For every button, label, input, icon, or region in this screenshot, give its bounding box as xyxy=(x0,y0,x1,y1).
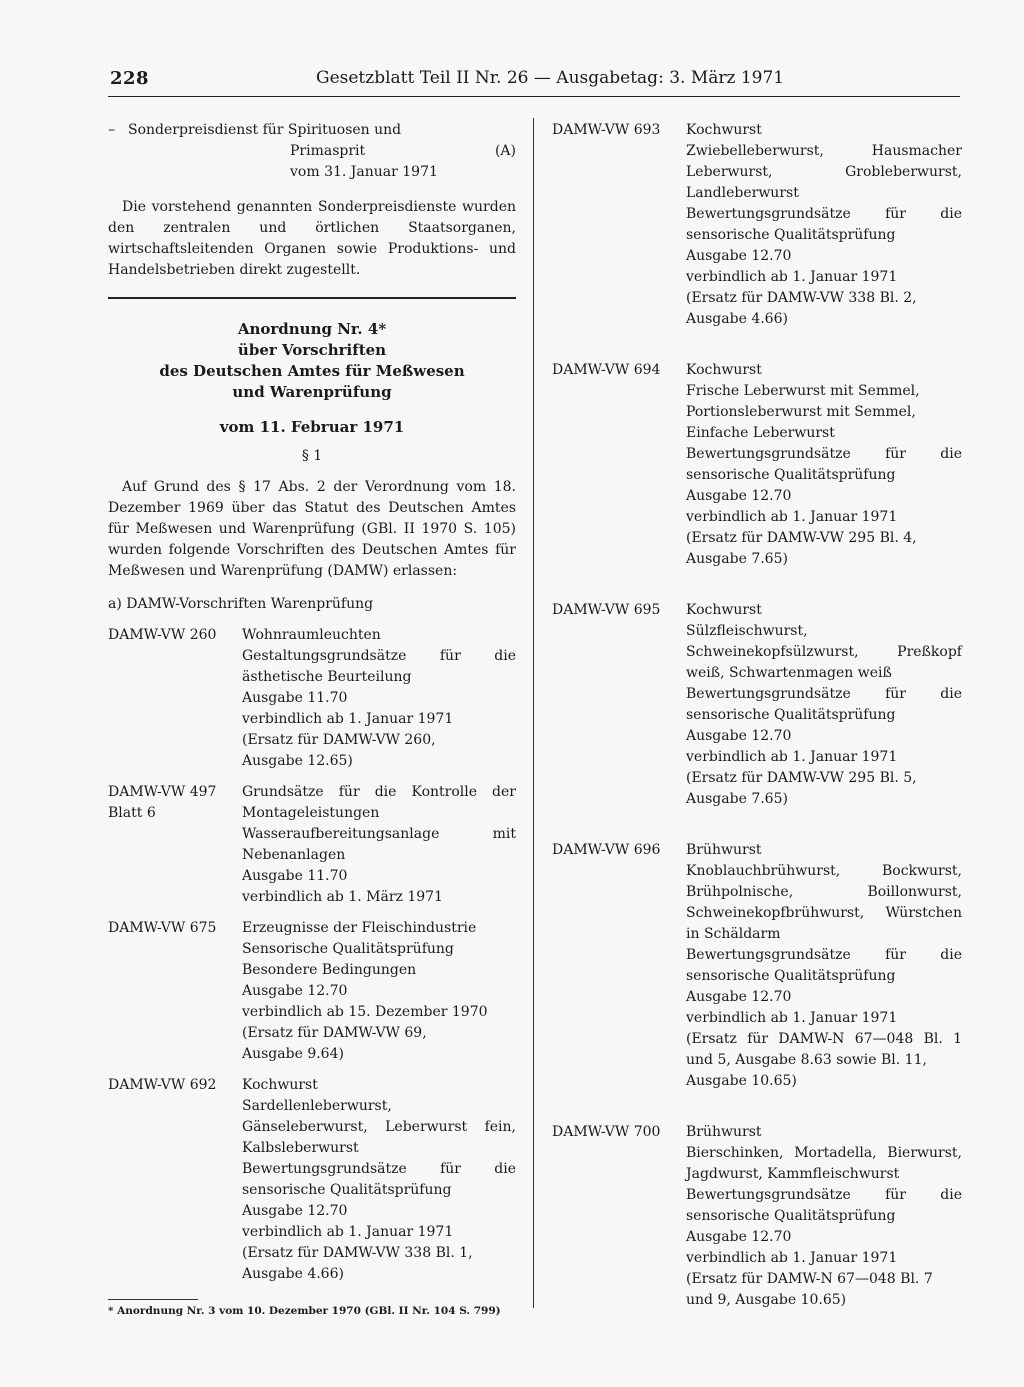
desc-line: Kochwurst xyxy=(242,1077,318,1093)
regulation-description xyxy=(686,840,962,1092)
desc-line: Wohnraumleuchten xyxy=(242,627,381,643)
desc-line: (Ersatz für DAMW-VW 69, xyxy=(242,1025,427,1041)
column-divider xyxy=(533,118,534,1308)
desc-line: Portionsleberwurst mit Semmel, xyxy=(686,404,916,420)
desc-line: Bierschinken, Mortadella, Bierwurst, Jagdwurst, Kammfleischwurst xyxy=(686,1145,962,1182)
desc-line: verbindlich ab 1. Januar 1971 xyxy=(686,269,898,285)
desc-line: Brühwurst xyxy=(686,1124,762,1140)
regulation-code xyxy=(108,1075,242,1285)
desc-line: (Ersatz für DAMW-VW 338 Bl. 2, xyxy=(686,290,917,306)
regulation-code xyxy=(108,918,242,1065)
regulation-description xyxy=(242,1075,516,1285)
regulation-description xyxy=(242,782,516,908)
desc-line: Ausgabe 12.70 xyxy=(242,983,348,999)
desc-line: Bewertungsgrundsätze für die sensorische Qualitätsprüfung xyxy=(686,686,962,723)
desc-line: Einfache Leberwurst xyxy=(686,425,835,441)
desc-line: Kochwurst xyxy=(686,362,762,378)
regulation-description xyxy=(686,120,962,330)
regulation-entry xyxy=(108,918,516,1065)
regulation-code-text: DAMW-VW 700 xyxy=(552,1124,661,1140)
regulation-code xyxy=(108,782,242,908)
dash-item-line3: vom 31. Januar 1971 xyxy=(290,164,438,180)
section-rule xyxy=(108,297,516,299)
title-line-2: über Vorschriften xyxy=(237,341,387,359)
desc-line: verbindlich ab 1. Januar 1971 xyxy=(242,711,454,727)
desc-line: Wasseraufbereitungsanlage mit Nebenanlagen xyxy=(242,826,516,863)
regulation-entry xyxy=(552,360,962,570)
desc-line: Zwiebelleberwurst, Hausmacher Leberwurst, Grobleberwurst, Landleberwurst xyxy=(686,143,962,201)
regulation-code xyxy=(552,840,686,1092)
desc-line: (Ersatz für DAMW-N 67—048 Bl. 7 xyxy=(686,1271,933,1287)
regulation-code xyxy=(552,360,686,570)
desc-line: Ausgabe 7.65) xyxy=(686,551,788,567)
distribution-paragraph: Die vorstehend genannten Sonderpreisdienste wurden den zentralen und örtlichen Staatsorganen, wirtschaftsleitenden Organen sowie Produktions- und Handelsbetrieben direkt zugestellt. xyxy=(108,199,516,278)
desc-line: Ausgabe 4.66) xyxy=(686,311,788,327)
desc-line: Bewertungsgrundsätze für die sensorische Qualitätsprüfung xyxy=(686,1187,962,1224)
desc-line: (Ersatz für DAMW-VW 295 Bl. 4, xyxy=(686,530,917,546)
regulation-entry xyxy=(108,625,516,772)
section-sign: § 1 xyxy=(301,448,323,464)
regulation-code-sheet: Blatt 6 xyxy=(108,805,156,821)
desc-line: Kochwurst xyxy=(686,602,762,618)
regulation-description xyxy=(242,918,516,1065)
dash-item-body xyxy=(128,120,516,183)
header-rule xyxy=(108,96,960,97)
intro-paragraph: Auf Grund des § 17 Abs. 2 der Verordnung vom 18. Dezember 1969 über das Statut des Deutschen Amtes für Meßwesen und Warenprüfung (GBl. II 1970 S. 105) wurden folgende Vorschriften des Deutschen Amtes für Meßwesen und Warenprüfung (DAMW) erlassen: xyxy=(108,479,516,579)
desc-line: Ausgabe 12.70 xyxy=(242,1203,348,1219)
desc-line: Frische Leberwurst mit Semmel, xyxy=(686,383,920,399)
desc-line: Ausgabe 7.65) xyxy=(686,791,788,807)
desc-line: Kochwurst xyxy=(686,122,762,138)
dash-item-line2 xyxy=(128,141,516,162)
desc-line: (Ersatz für DAMW-VW 338 Bl. 1, xyxy=(242,1245,473,1261)
desc-line: (Ersatz für DAMW-VW 295 Bl. 5, xyxy=(686,770,917,786)
regulation-code-text: DAMW-VW 260 xyxy=(108,627,217,643)
regulation-code-text: DAMW-VW 497 xyxy=(108,784,217,800)
footnote: * Anordnung Nr. 3 vom 10. Dezember 1970 (GBl. II Nr. 104 S. 799) xyxy=(108,1305,501,1317)
ordinance-date: vom 11. Februar 1971 xyxy=(219,418,405,436)
desc-line: Erzeugnisse der Fleischindustrie xyxy=(242,920,477,936)
title-line-3: des Deutschen Amtes für Meßwesen xyxy=(159,362,465,380)
regulation-description xyxy=(686,600,962,810)
desc-line: Ausgabe 9.64) xyxy=(242,1046,344,1062)
desc-line: Besondere Bedingungen xyxy=(242,962,417,978)
regulation-description xyxy=(242,625,516,772)
desc-line: Ausgabe 10.65) xyxy=(686,1073,797,1089)
desc-line: Ausgabe 4.66) xyxy=(242,1266,344,1282)
desc-line: Ausgabe 12.65) xyxy=(242,753,353,769)
desc-line: verbindlich ab 1. Januar 1971 xyxy=(686,1010,898,1026)
desc-line: Bewertungsgrundsätze für die sensorische Qualitätsprüfung xyxy=(242,1161,516,1198)
desc-line: Ausgabe 12.70 xyxy=(686,728,792,744)
desc-line: Sardellenleberwurst, Gänseleberwurst, Leberwurst fein, Kalbsleberwurst xyxy=(242,1098,516,1156)
regulation-code-text: DAMW-VW 692 xyxy=(108,1077,217,1093)
regulation-code-text: DAMW-VW 695 xyxy=(552,602,661,618)
desc-line: Ausgabe 11.70 xyxy=(242,690,348,706)
desc-line: Gestaltungsgrundsätze für die ästhetische Beurteilung xyxy=(242,648,516,685)
dash-item-marker: (A) xyxy=(494,143,516,159)
footnote-rule xyxy=(108,1299,198,1300)
regulation-entry xyxy=(108,782,516,908)
desc-line: Bewertungsgrundsätze für die sensorische Qualitätsprüfung xyxy=(686,446,962,483)
regulation-description xyxy=(686,360,962,570)
desc-line: verbindlich ab 1. Januar 1971 xyxy=(686,749,898,765)
desc-line: verbindlich ab 1. März 1971 xyxy=(242,889,443,905)
desc-line: verbindlich ab 1. Januar 1971 xyxy=(686,1250,898,1266)
regulation-code-text: DAMW-VW 693 xyxy=(552,122,661,138)
regulation-code xyxy=(552,120,686,330)
desc-line: Ausgabe 12.70 xyxy=(686,989,792,1005)
desc-line: Sülzfleischwurst, Schweinekopfsülzwurst, Preßkopf weiß, Schwartenmagen weiß xyxy=(686,623,962,681)
desc-line: Ausgabe 12.70 xyxy=(686,248,792,264)
desc-line: (Ersatz für DAMW-VW 260, xyxy=(242,732,436,748)
desc-line: Sensorische Qualitätsprüfung xyxy=(242,941,454,957)
regulation-entry xyxy=(552,1122,962,1311)
desc-line: Ausgabe 12.70 xyxy=(686,1229,792,1245)
title-line-4: und Warenprüfung xyxy=(232,383,392,401)
regulation-code-text: DAMW-VW 675 xyxy=(108,920,217,936)
dash-item-line1: Sonderpreisdienst für Spirituosen und xyxy=(128,122,402,138)
right-column xyxy=(552,120,962,1333)
regulation-entry xyxy=(552,840,962,1092)
regulation-entry xyxy=(552,600,962,810)
regulation-code-text: DAMW-VW 696 xyxy=(552,842,661,858)
desc-line: Knoblauchbrühwurst, Bockwurst, Brühpolnische, Boillonwurst, Schweinekopfbrühwurst, Würstchen in Schäldarm xyxy=(686,863,962,942)
regulation-code xyxy=(552,600,686,810)
desc-line: und 9, Ausgabe 10.65) xyxy=(686,1292,847,1308)
page-number: 228 xyxy=(110,68,150,89)
regulation-code xyxy=(108,625,242,772)
desc-line: Brühwurst xyxy=(686,842,762,858)
dash-item-primasprit: Primasprit xyxy=(290,143,366,159)
desc-line: Ausgabe 12.70 xyxy=(686,488,792,504)
left-column xyxy=(108,120,516,1319)
desc-line: Bewertungsgrundsätze für die sensorische Qualitätsprüfung xyxy=(686,947,962,984)
title-line-1: Anordnung Nr. 4* xyxy=(237,320,387,338)
desc-line: (Ersatz für DAMW-N 67—048 Bl. 1 und 5, Ausgabe 8.63 sowie Bl. 11, xyxy=(686,1031,962,1068)
desc-line: Grundsätze für die Kontrolle der Montageleistungen xyxy=(242,784,516,821)
desc-line: Ausgabe 11.70 xyxy=(242,868,348,884)
subheading: a) DAMW-Vorschriften Warenprüfung xyxy=(108,596,374,612)
running-head: Gesetzblatt Teil II Nr. 26 — Ausgabetag: 3. März 1971 xyxy=(316,68,785,88)
dash-list-item xyxy=(108,120,516,183)
desc-line: verbindlich ab 1. Januar 1971 xyxy=(686,509,898,525)
regulation-description xyxy=(686,1122,962,1311)
regulation-code-text: DAMW-VW 694 xyxy=(552,362,661,378)
regulation-entry xyxy=(108,1075,516,1285)
desc-line: verbindlich ab 1. Januar 1971 xyxy=(242,1224,454,1240)
ordinance-title xyxy=(108,319,516,403)
regulation-entry xyxy=(552,120,962,330)
regulation-code xyxy=(552,1122,686,1311)
desc-line: verbindlich ab 15. Dezember 1970 xyxy=(242,1004,488,1020)
desc-line: Bewertungsgrundsätze für die sensorische Qualitätsprüfung xyxy=(686,206,962,243)
dash-marker: – xyxy=(108,122,115,138)
